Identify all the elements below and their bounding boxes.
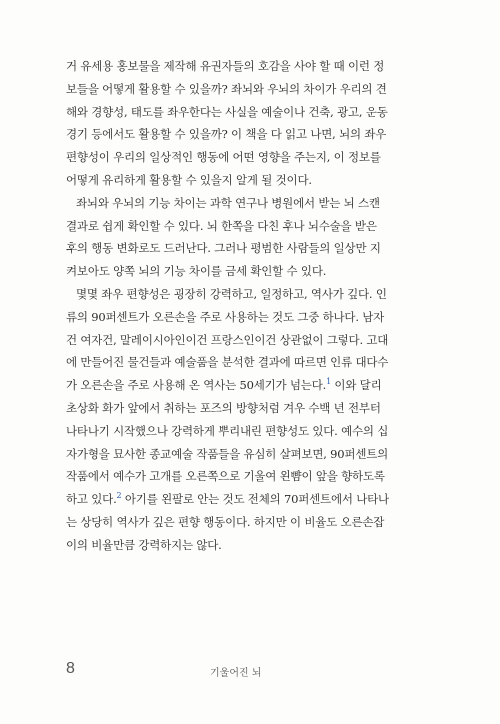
- text-line: 후의 행동 변화로도 드러난다. 그러나 평범한 사람들의 일상만 지: [66, 241, 381, 256]
- text-segment: 아기를 왼팔로 안는 것도 전체의 70퍼센트에서 나타나: [121, 492, 389, 507]
- page-number: 8: [66, 660, 75, 677]
- text-line: 켜보아도 양쪽 뇌의 기능 차이를 금세 확인할 수 있다.: [66, 264, 327, 279]
- text-segment: 가 오른손을 주로 사용해 온 역사는 50세기가 넘는다.: [66, 378, 327, 393]
- text-line: 건 여자건, 말레이시아인이건 프랑스인이건 상관없이 그렇다. 고대: [66, 332, 389, 347]
- text-line: 해와 경향성, 태도를 좌우한다는 사실을 예술이나 건축, 광고, 운동: [66, 104, 388, 119]
- text-line: [66, 374, 434, 397]
- running-title: 기울어진 뇌: [210, 668, 262, 679]
- text-line: 자가형을 묘사한 종교예술 작품들을 유심히 살펴보면, 90퍼센트의: [66, 446, 389, 461]
- text-line: 좌뇌와 우뇌의 기능 차이는 과학 연구나 병원에서 받는 뇌 스캔: [76, 195, 380, 210]
- text-segment: 이와 달리: [330, 378, 382, 393]
- footnote-1-link[interactable]: 1: [326, 377, 331, 387]
- text-line: 류의 90퍼센트가 오른손을 주로 사용하는 것도 그중 하나다. 남자: [66, 309, 385, 324]
- text-line: 거 유세용 홍보물을 제작해 유권자들의 호감을 사야 할 때 이런 정: [66, 59, 385, 73]
- body-text: [66, 55, 434, 557]
- text-line: 어떻게 유리하게 활용할 수 있을지 알게 될 것이다.: [66, 172, 312, 187]
- text-line: 편향성이 우리의 일상적인 행동에 어떤 영향을 주는지, 이 정보를: [66, 150, 381, 165]
- text-line: 에 만들어진 물건들과 예술품을 분석한 결과에 따르면 인류 대다수: [66, 355, 389, 370]
- text-line: 초상화 화가 앞에서 취하는 포즈의 방향처럼 겨우 수백 년 전부터: [66, 400, 381, 415]
- text-line: 는 상당히 역사가 깊은 편향 행동이다. 하지만 이 비율도 오른손잡: [66, 514, 385, 529]
- page-footer: [0, 660, 500, 680]
- text-line: 작품에서 예수가 고개를 오른쪽으로 기울여 왼뺨이 앞을 향하도록: [66, 469, 385, 484]
- text-line: 몇몇 좌우 편향성은 굉장히 강력하고, 일정하고, 역사가 깊다. 인: [76, 286, 387, 301]
- footnote-2-link[interactable]: 2: [116, 491, 122, 501]
- text-line: [66, 488, 434, 511]
- text-line: 결과로 쉽게 확인할 수 있다. 뇌 한쪽을 다친 후나 뇌수술을 받은: [66, 218, 377, 233]
- text-line: 나타나기 시작했으나 강력하게 뿌리내린 편향성도 있다. 예수의 십: [66, 423, 389, 438]
- text-line: 보들을 어떻게 활용할 수 있을까? 좌뇌와 우뇌의 차이가 우리의 견: [66, 81, 387, 96]
- text-line: 경기 등에서도 활용할 수 있을까? 이 책을 다 읽고 나면, 뇌의 좌우: [66, 127, 387, 142]
- text-line: 이의 비율만큼 강력하지는 않다.: [66, 537, 222, 552]
- text-segment: 하고 있다.: [66, 492, 117, 507]
